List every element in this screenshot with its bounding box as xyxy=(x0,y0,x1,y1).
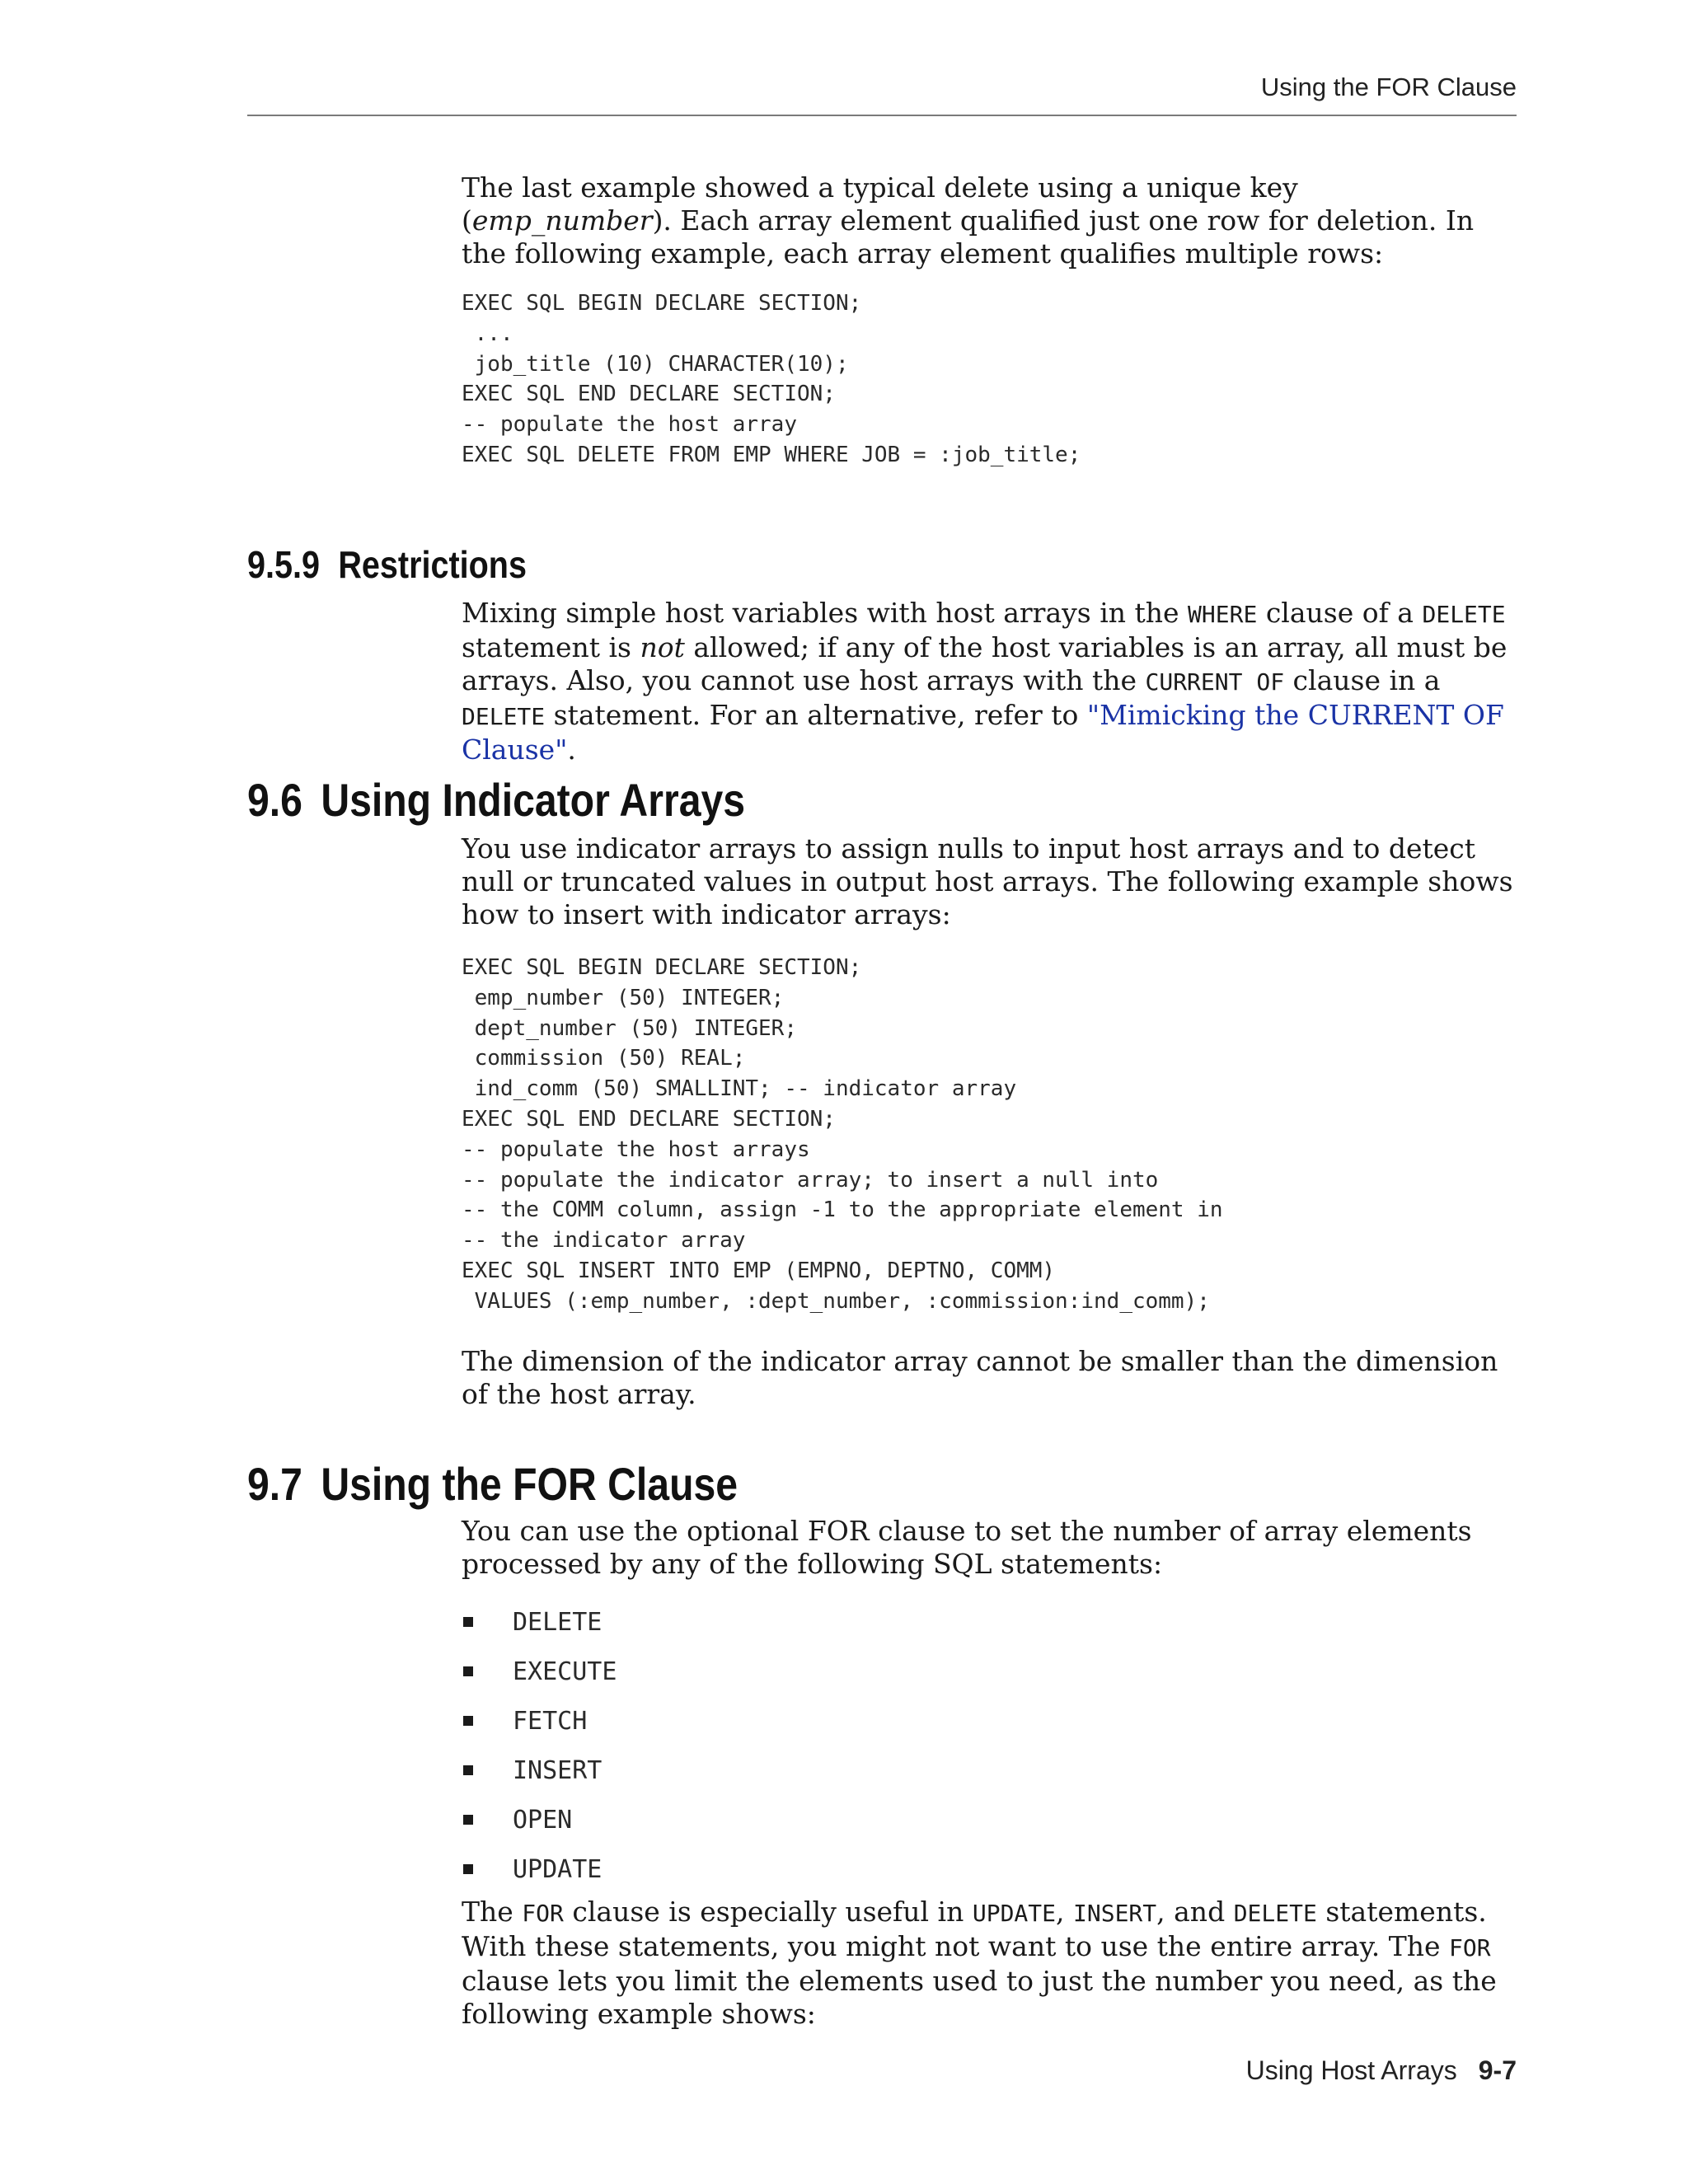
restrictions-paragraph: Mixing simple host variables with host arrays in the WHERE clause of a DELETE statement is not allowed; if any of the host variables is an array, all must be arrays. Also, you cannot use host arrays with the CURRENT OF clause in a DELETE statement. For an alternative, refer to "Mimicking the CURRENT OF Clause". xyxy=(462,597,1507,766)
header-rule xyxy=(247,115,1517,116)
section-title: Restrictions xyxy=(338,543,527,586)
square-bullet-icon xyxy=(463,1864,473,1874)
section-number: 9.7 xyxy=(247,1458,302,1510)
inline-code: CURRENT OF xyxy=(1145,668,1285,696)
code-listing: EXEC SQL BEGIN DECLARE SECTION; emp_number (50) INTEGER; dept_number (50) INTEGER; commission (50) REAL; ind_comm (50) SMALLINT; -- indicator array EXEC SQL END DECLARE SECTION; -- populate the host arrays -- populate the indicator array; to insert a null into -- the COMM column, assign -1 to the appropriate element in -- the indicator array EXEC SQL INSERT INTO EMP (EMPNO, DEPTNO, COMM) VALUES (:emp_number, :dept_number, :commission:ind_comm); xyxy=(462,955,1223,1314)
code-block-indicator xyxy=(462,953,1517,1317)
inline-code: DELETE xyxy=(1233,1900,1317,1927)
for-clause-paragraph: You can use the optional FOR clause to set the number of array elements processed by any of the following SQL statements: xyxy=(462,1515,1472,1580)
cross-reference-link[interactable]: "Mimicking the CURRENT OF Clause" xyxy=(462,699,1504,766)
code-block-delete xyxy=(462,288,1517,471)
page-number: 9-7 xyxy=(1478,2055,1517,2085)
section-title: Using Indicator Arrays xyxy=(321,774,746,826)
list-item: EXECUTE xyxy=(462,1647,1517,1696)
footer-chapter-title: Using Host Arrays xyxy=(1245,2055,1457,2085)
list-item: UPDATE xyxy=(462,1844,1517,1894)
emphasis: not xyxy=(640,631,685,663)
indicator-paragraph: You use indicator arrays to assign nulls to input host arrays and to detect null or truncated values in output host arrays. The following example shows how to insert with indicator arrays: xyxy=(462,832,1513,930)
indicator-after-block xyxy=(462,1345,1517,1411)
intro-text-cont: ). Each array element qualified just one row for deletion. In the following example, each array element qualifies multiple rows: xyxy=(462,204,1475,269)
list-item: DELETE xyxy=(462,1597,1517,1647)
inline-code: UPDATE xyxy=(972,1900,1057,1927)
for-clause-usage-paragraph: The FOR clause is especially useful in UPDATE, INSERT, and DELETE statements. With these statements, you might not want to use the entire array. The FOR clause lets you limit the elements used to just the number you need, as the following example shows: xyxy=(462,1896,1497,2030)
square-bullet-icon xyxy=(463,1716,473,1726)
running-head: Using the FOR Clause xyxy=(1260,73,1517,101)
section-heading-for-clause xyxy=(247,1457,738,1511)
list-item: FETCH xyxy=(462,1696,1517,1746)
section-heading-indicator-arrays xyxy=(247,773,745,827)
code-listing: EXEC SQL BEGIN DECLARE SECTION; ... job_title (10) CHARACTER(10); EXEC SQL END DECLARE SECTION; -- populate the host array EXEC SQL DELETE FROM EMP WHERE JOB = :job_title; xyxy=(462,291,1081,467)
statement-list xyxy=(462,1597,1517,1894)
page-footer xyxy=(1071,2055,1517,2086)
inline-code: FOR xyxy=(522,1900,564,1927)
square-bullet-icon xyxy=(463,1666,473,1676)
sql-statement-list xyxy=(462,1597,1517,1894)
for-clause-usage-block xyxy=(462,1896,1517,2031)
section-heading-restrictions xyxy=(247,542,527,587)
inline-code: INSERT xyxy=(1073,1900,1157,1927)
list-item: INSERT xyxy=(462,1746,1517,1795)
intro-block xyxy=(462,171,1517,270)
square-bullet-icon xyxy=(463,1815,473,1825)
square-bullet-icon xyxy=(463,1617,473,1627)
intro-text: The last example showed a typical delete using a unique key ( xyxy=(462,171,1298,237)
indicator-block xyxy=(462,832,1517,931)
inline-code: WHERE xyxy=(1188,601,1258,628)
indicator-dimension-paragraph: The dimension of the indicator array cannot be smaller than the dimension of the host array. xyxy=(462,1345,1498,1410)
inline-code: FOR xyxy=(1449,1934,1491,1961)
restrictions-block xyxy=(462,597,1517,766)
square-bullet-icon xyxy=(463,1765,473,1775)
intro-italic-term: emp_number xyxy=(471,204,653,237)
list-item: OPEN xyxy=(462,1795,1517,1844)
intro-paragraph xyxy=(462,171,1517,270)
inline-code: DELETE xyxy=(462,703,546,730)
section-title: Using the FOR Clause xyxy=(321,1458,738,1510)
inline-code: DELETE xyxy=(1422,601,1506,628)
for-clause-block xyxy=(462,1515,1517,1581)
section-number: 9.6 xyxy=(247,774,302,826)
section-number: 9.5.9 xyxy=(247,543,320,586)
